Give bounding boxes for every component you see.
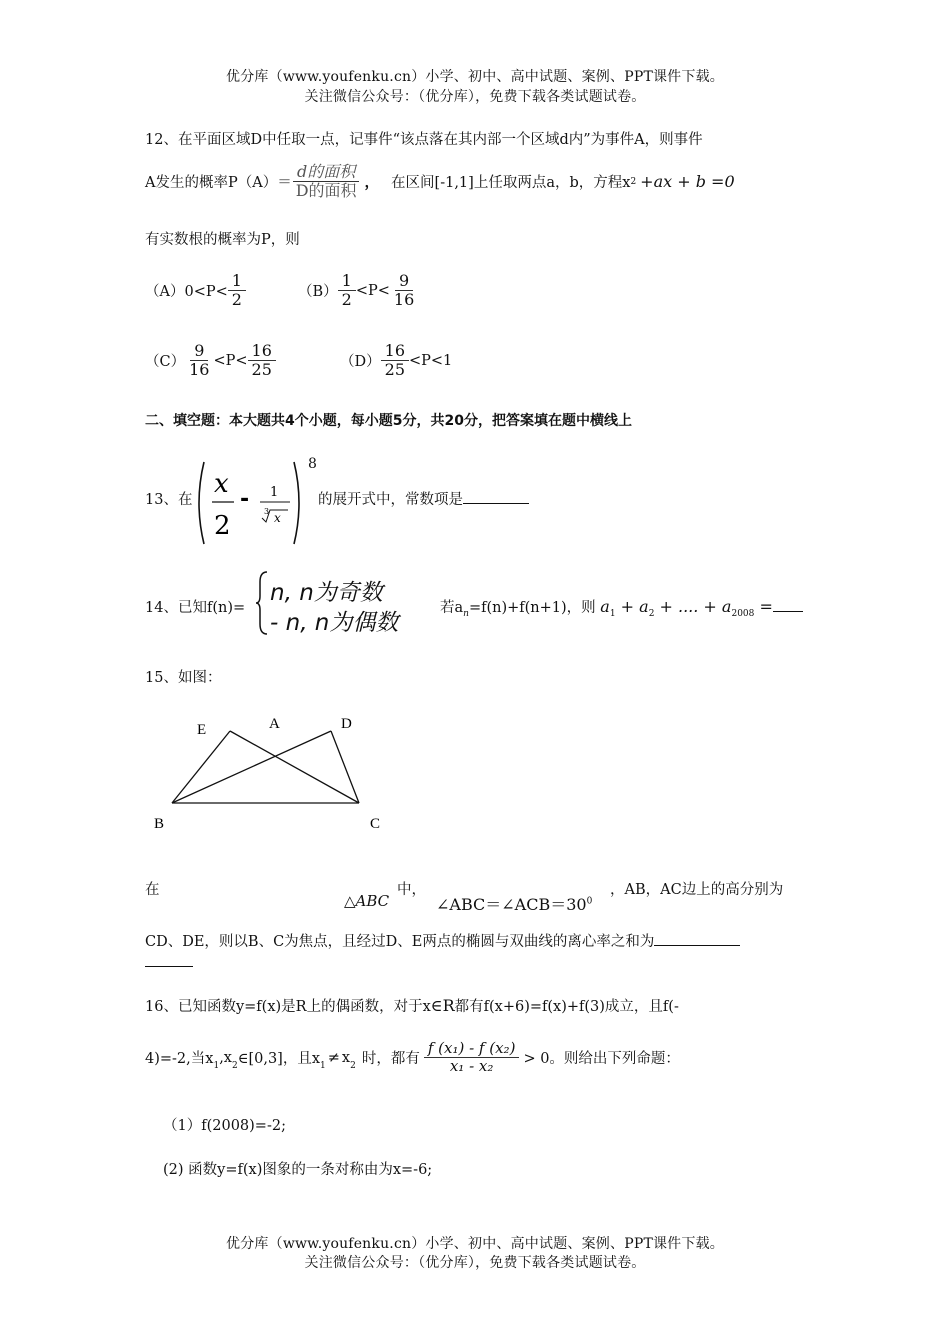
optA-text: （A）0<P< bbox=[145, 284, 228, 301]
point-D-label: D bbox=[341, 716, 352, 732]
optB-text: （B） bbox=[298, 284, 338, 301]
optB-num2: 9 bbox=[395, 272, 413, 291]
q12-sub: 2 bbox=[630, 176, 637, 187]
q12-option-b bbox=[298, 272, 418, 310]
q16-l1-b: 都有f(x+6)=f(x)+f(3)成立，且f(- bbox=[454, 999, 679, 1015]
q15-answer-blank-cont bbox=[145, 966, 193, 967]
q13-answer-blank bbox=[463, 503, 529, 504]
q15-label: 15、如图： bbox=[145, 670, 222, 686]
q13-right-paren bbox=[294, 462, 299, 544]
point-E-label: E bbox=[197, 722, 207, 738]
optB-den2: 16 bbox=[393, 290, 415, 310]
q14-case-odd: n, n为奇数 bbox=[270, 580, 383, 606]
q14-sum-a2: + a bbox=[615, 597, 649, 616]
q16-l2-a: 4)=-2,当x bbox=[145, 1051, 214, 1068]
q12-equation: +ax + b =0 bbox=[640, 172, 735, 192]
q13-prefix: 13、在 bbox=[145, 492, 193, 508]
optC-den2: 25 bbox=[251, 360, 272, 380]
edge-EC bbox=[230, 731, 359, 803]
q13-left-paren bbox=[199, 462, 204, 544]
q12-frac-den: D的面积 bbox=[295, 181, 357, 201]
edge-DC bbox=[331, 731, 359, 803]
q14-sub2: 2 bbox=[648, 608, 655, 619]
q14-mid: 若a bbox=[440, 600, 464, 616]
q12-option-a bbox=[145, 272, 246, 310]
q15-angle-text: ∠ABC＝∠ACB＝30 bbox=[436, 895, 587, 914]
q13-minus: - bbox=[240, 487, 250, 512]
q15-zhong: 中， bbox=[397, 882, 426, 898]
q16-frac-den: x₁ - x₂ bbox=[449, 1057, 494, 1076]
q13-exponent: 8 bbox=[308, 456, 317, 472]
optA-den: 2 bbox=[231, 290, 242, 310]
point-A-label: A bbox=[269, 716, 280, 732]
q14-mid-sub: n bbox=[463, 608, 469, 619]
q15-line-2 bbox=[145, 930, 740, 951]
q15-figure bbox=[150, 705, 390, 840]
q14-sum-a1: a bbox=[600, 597, 610, 616]
q14-prefix: 14、已知f(n)= bbox=[145, 600, 246, 616]
q14-mid2: =f(n)+f(n+1)，则 bbox=[468, 600, 596, 616]
q16-proposition-2: (2) 函数y=f(x)图象的一条对称由为x=-6; bbox=[163, 1162, 433, 1178]
q12-frac-num: d的面积 bbox=[293, 163, 359, 182]
optD-frac bbox=[381, 342, 409, 380]
optB-frac-2 bbox=[390, 272, 418, 310]
q16-l1-a: 16、已知函数y=f(x)是R上的偶函数，对于x bbox=[145, 999, 431, 1015]
q15-altitudes: ，AB，AC边上的高分别为 bbox=[610, 882, 784, 898]
optC-mid: <P< bbox=[213, 352, 248, 369]
optC-text: （C） bbox=[145, 354, 186, 371]
footer-line-1: 优分库（www.youfenku.cn）小学、初中、高中试题、案例、PPT课件下载。 bbox=[226, 1236, 724, 1252]
optC-num2: 16 bbox=[248, 342, 276, 361]
q13-root-index: 3 bbox=[264, 507, 270, 516]
q12-line-1: 12、在平面区域D中任取一点，记事件“该点落在其内部一个区域d内”为事件A，则事件 bbox=[145, 132, 703, 148]
q12-prob-text: A发生的概率P（A）＝ bbox=[145, 175, 292, 192]
optD-num: 16 bbox=[381, 342, 409, 361]
q13-two: 2 bbox=[214, 511, 231, 541]
optD-den: 25 bbox=[384, 360, 405, 380]
optB-den1: 2 bbox=[341, 290, 352, 310]
optB-frac-1 bbox=[338, 272, 356, 310]
q13-post-text: 的展开式中，常数项是 bbox=[318, 492, 463, 508]
q13-one: 1 bbox=[270, 485, 279, 500]
q16-l2-e: 时，都有 bbox=[361, 1051, 420, 1068]
q15-in: 在 bbox=[145, 882, 160, 898]
q16-l2-c: ∈[0,3]，且x bbox=[237, 1051, 321, 1068]
footer-line-2: 关注微信公众号：（优分库），免费下载各类试题试卷。 bbox=[304, 1255, 646, 1271]
q13-expression bbox=[194, 458, 314, 548]
header-line-2: 关注微信公众号：（优分库），免费下载各类试题试卷。 bbox=[304, 89, 646, 105]
edge-BD bbox=[172, 731, 331, 803]
header-line-1: 优分库（www.youfenku.cn）小学、初中、高中试题、案例、PPT课件下载。 bbox=[226, 69, 724, 85]
q15-triangle: △ABC bbox=[344, 892, 390, 910]
q16-sub2: 2 bbox=[231, 1060, 238, 1071]
q16-proposition-1: （1）f(2008)=-2; bbox=[163, 1118, 286, 1134]
optD-post: <P<1 bbox=[409, 352, 453, 369]
edge-BE bbox=[172, 731, 230, 803]
q14-sub3: 2008 bbox=[731, 608, 755, 619]
q13-text bbox=[318, 488, 529, 509]
q16-line-2 bbox=[145, 1040, 680, 1076]
q14-sub1: 1 bbox=[609, 608, 616, 619]
q12-line-3: 有实数根的概率为P，则 bbox=[145, 232, 300, 248]
q16-l2-d: x bbox=[341, 1049, 351, 1066]
q12-interval-text: 在区间[-1,1]上任取两点a，b，方程x bbox=[391, 175, 631, 192]
q12-line-2 bbox=[145, 163, 735, 201]
q13-x: x bbox=[214, 469, 229, 499]
q16-sub1: 1 bbox=[213, 1060, 220, 1071]
q16-sub4: 2 bbox=[350, 1060, 356, 1071]
q15-angle bbox=[436, 892, 592, 915]
q15-answer-blank bbox=[654, 945, 740, 946]
q16-in-R: ∈R bbox=[430, 996, 455, 1015]
optC-num1: 9 bbox=[190, 342, 208, 361]
q14-brace-path bbox=[256, 572, 267, 634]
q14-answer-blank bbox=[773, 611, 803, 612]
q14-sum-dots: + .... + a bbox=[654, 597, 732, 616]
q16-fraction bbox=[424, 1040, 520, 1076]
q14-case-even: - n, n为偶数 bbox=[270, 610, 399, 636]
optC-den1: 16 bbox=[189, 360, 210, 380]
section-2-heading: 二、填空题：本大题共4个小题，每小题5分，共20分，把答案填在题中横线上 bbox=[145, 413, 632, 429]
point-C-label: C bbox=[370, 816, 381, 832]
optA-num: 1 bbox=[228, 272, 246, 291]
optC-frac-1 bbox=[185, 342, 213, 380]
optC-frac-2 bbox=[248, 342, 276, 380]
q12-option-c bbox=[145, 342, 276, 380]
q14-text bbox=[440, 596, 803, 619]
q13-root-x: x bbox=[274, 511, 281, 525]
q16-neq: ≠ bbox=[327, 1049, 340, 1066]
optA-frac bbox=[228, 272, 246, 310]
q16-l2-b: ,x bbox=[219, 1049, 232, 1066]
optB-mid: <P< bbox=[355, 282, 390, 299]
q16-l2-f: > 0。则给出下列命题： bbox=[523, 1051, 680, 1068]
q12-option-d bbox=[340, 342, 452, 380]
q14-eq: = bbox=[754, 597, 773, 616]
q12-area-fraction bbox=[292, 163, 361, 201]
q15-line-2-text: CD、DE，则以B、C为焦点，且经过D、E两点的椭圆与双曲线的离心率之和为 bbox=[145, 934, 655, 950]
optB-num1: 1 bbox=[338, 272, 356, 291]
q16-sub3: 1 bbox=[320, 1060, 326, 1071]
q16-line-1 bbox=[145, 995, 679, 1016]
q14-brace bbox=[255, 570, 269, 636]
q16-frac-num: f (x₁) - f (x₂) bbox=[424, 1040, 520, 1058]
q15-degree: 0 bbox=[586, 896, 593, 907]
q12-comma: ， bbox=[364, 174, 380, 192]
optD-text: （D） bbox=[340, 354, 381, 371]
point-B-label: B bbox=[154, 816, 165, 832]
